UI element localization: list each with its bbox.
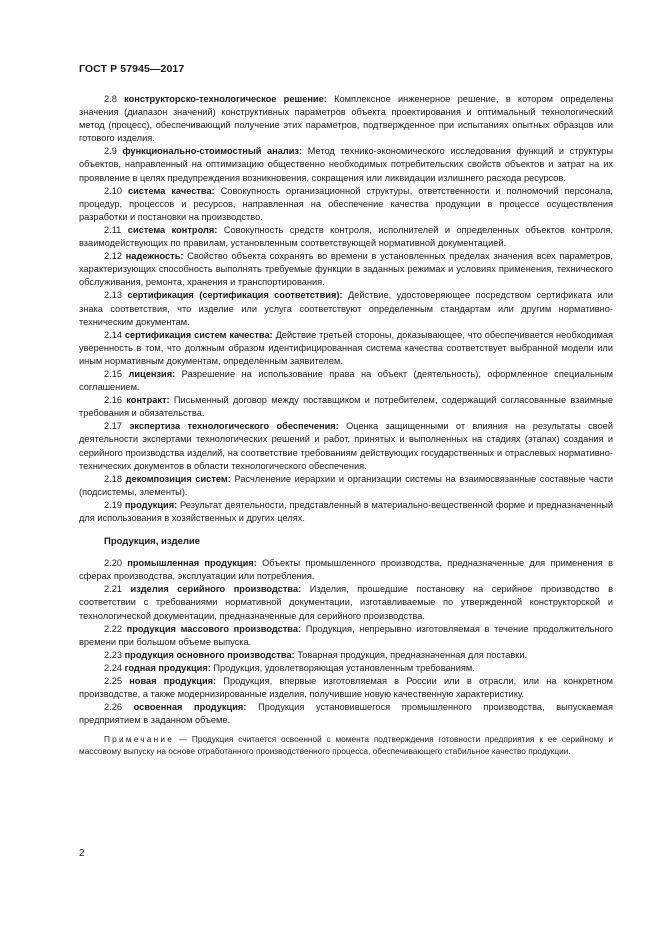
definition-item [79,185,613,224]
definition-text: Расчленение иерархии и организации системы на взаимосвязанные составные части (подсистемы, элементы). [79,473,613,497]
definition-text: Метод технико-экономического исследования функций и структуры объектов, направленный на оптимизацию общественно необходимых потребительских свойств объектов и затрат на их проявление в целях предупреждения возникновения, сокращения или ликвидации излишнего расхода ресурсов. [79,146,614,183]
definition-text: Объекты промышленного производства, предназначенные для применения в сферах производства, эксплуатации или потребления. [79,558,614,582]
definition-term: надежность: [125,251,184,262]
definition-item [79,583,613,622]
definition-number: 2.19 [104,499,123,510]
definition-text: Совокупность средств контроля, исполнителей и определенных объектов контроля, взаимодействующих по правилам, установленным соответствующей нормативной документацией. [79,224,613,249]
section-title: Продукция, изделие [104,536,201,548]
definition-term: система качества: [127,185,215,196]
definition-term: сертификация (сертификация соответствия): [127,290,343,301]
definition-item [79,93,613,145]
definition-number: 2.21 [104,584,123,595]
definition-item [79,623,613,649]
definition-text: Товарная продукция, предназначенная для поставки. [297,649,528,660]
definition-term: функционально-стоимостный анализ: [122,146,303,157]
definition-item [79,675,613,701]
definition-number: 2.18 [104,473,123,484]
definition-text: Разрешение на использование права на объект (деятельность), оформленное специальным соглашением. [79,368,614,393]
definition-item [79,145,613,184]
definition-term: лицензия: [128,368,176,379]
definition-text: Изделия, прошедшие постановку на серийное производство в соответствии с требованиями нормативной документации, изготавливаемые по утвержденной конструкторской и технологической документации, предназначенные для серийного производства. [79,584,613,621]
definition-term: декомпозиция систем: [125,473,231,484]
definition-term: промышленная продукция: [127,558,257,569]
definition-item [79,499,613,525]
definition-text: Продукция установившегося промышленного производства, выпускаемая предприятием в заданном объеме. [79,702,613,726]
definition-item [79,701,613,727]
definition-term: новая продукция: [129,676,217,687]
definitions-list-products [79,557,613,727]
note-label: Примечание [104,734,175,745]
definition-term: изделия серийного производства: [130,584,302,595]
definition-number: 2.15 [104,368,123,379]
definition-number: 2.17 [104,421,123,432]
definition-number: 2.25 [104,676,123,687]
definition-term: конструкторско-технологическое решение: [124,94,327,104]
definition-number: 2.12 [104,251,123,262]
definition-number: 2.10 [104,185,123,196]
definition-item [79,420,613,472]
definition-term: экспертиза технологического обеспечения: [129,421,339,432]
definition-number: 2.14 [104,329,123,340]
definition-text: Свойство объекта сохранять во времени в установленных пределах значения всех параметров, характеризующих способность выполнять требуемые функции в заданных режимах и условиях применения, технического обслуживания, ремонта, хранения и транспортирования. [79,251,614,288]
definition-term: контракт: [126,395,170,406]
definition-number: 2.23 [104,649,123,660]
definition-number: 2.11 [104,224,122,235]
definition-term: сертификация систем качества: [124,329,273,340]
definition-text: Действие, удостоверяющее посредством сертификата или знака соответствия, что изделие или услуга соответствуют определенным стандартам или другим нормативно-техническим документам. [79,290,613,327]
definition-term: продукция массового производства: [126,623,302,634]
definition-number: 2.16 [104,395,123,406]
definitions-list [79,93,613,525]
definition-number: 2.20 [104,558,123,569]
page-number: 2 [79,848,85,859]
definition-term: система контроля: [127,224,218,235]
definition-item [79,329,613,368]
definition-text: Продукция, удовлетворяющая установленным требованиям. [213,662,475,673]
definition-term: освоенная продукция: [133,702,247,713]
note [79,734,613,757]
definition-item [79,394,613,420]
definition-text: Действие третьей стороны, доказывающее, что обеспечивается необходимая уверенность в том, что должным образом идентифицированная система качества соответствует выбранной модели или иным нормативным документам, определенным заявителем. [79,329,613,366]
definition-item [79,368,613,394]
definition-item [79,662,613,675]
definition-term: продукция: [124,499,178,510]
definition-text: Оценка защищенными от влияния на результаты своей деятельности экспертами технологических решений и работ, принятых и выполненных на стадиях (этапах) создания и серийного производства изделий, на соответствие требованиям действующих государственных и отраслевых нормативно-технических документов в области технологического обеспечения. [79,421,613,471]
definition-item [79,649,613,662]
definition-text: Комплексное инженерное решение, в котором определены значения (диапазон значений) конструктивных параметров объекта проектирования и оптимальный технологический метод (процесс), обеспечивающий получение этих параметров, подтвержденное при испытаниях опытных образцов или готового изделия. [79,94,613,144]
definition-text: Продукция, непрерывно изготовляемая в течение продолжительного времени при большом объеме выпуска. [79,623,614,647]
definition-text: Результат деятельности, представленный в материально-вещественной форме и предназначенный для использования в хозяйственных и других целях. [79,499,614,523]
definition-number: 2.8 [104,94,117,104]
definition-number: 2.13 [104,290,123,301]
document-body [79,93,613,758]
note-text: — Продукция считается освоенной с момента подтверждения готовности предприятия к ее серийному и массовому выпуску на основе отработанного производственного процесса, обеспечивающего стабильное качество продукции. [79,734,613,756]
definition-number: 2.22 [104,623,123,634]
definition-number: 2.26 [104,702,123,713]
definition-item [79,289,613,328]
definition-number: 2.9 [104,146,117,157]
definition-text: Совокупность организационной структуры, ответственности и полномочий персонала, процедур, процессов и ресурсов, направленная на обеспечение качества продукции в процессе осуществления разработки и постановки на производство. [79,185,613,222]
definition-item [79,224,613,250]
definition-number: 2.24 [104,662,123,673]
definition-text: Письменный договор между поставщиком и потребителем, содержащий согласованные взаимные требования и обязательства. [79,395,613,419]
definition-term: годная продукция: [124,662,211,673]
definition-item [79,557,613,583]
definition-item [79,473,613,499]
document-header: ГОСТ Р 57945—2017 [79,63,185,75]
definition-term: продукция основного производства: [124,649,295,660]
definition-item [79,250,613,289]
definition-text: Продукция, впервые изготовляемая в России или в отрасли, или на конкретном производстве, а также модернизированные изделия, получившие новую качественную характеристику. [79,676,613,700]
